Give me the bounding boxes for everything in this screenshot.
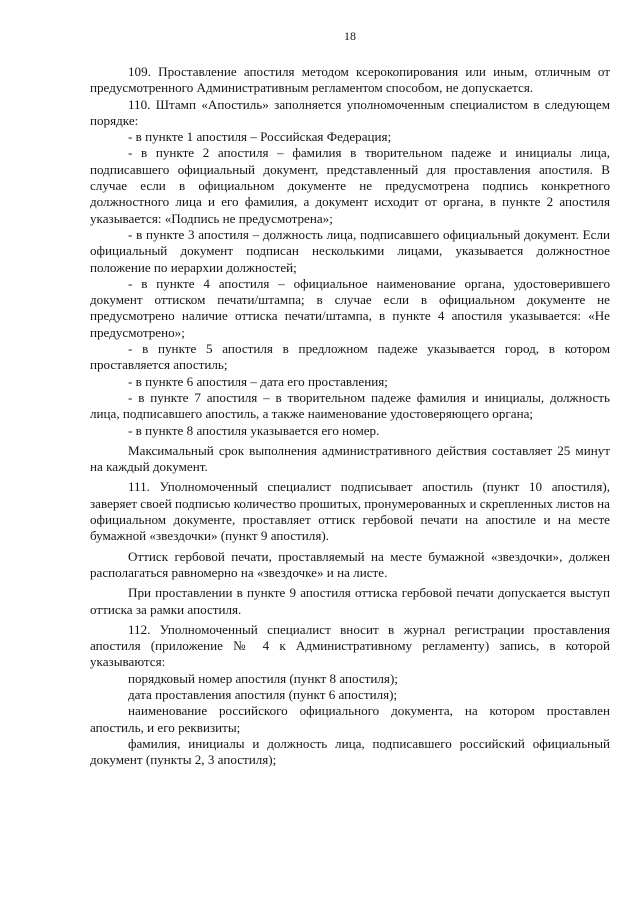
paragraph: 109. Проставление апостиля методом ксерокопирования или иным, отличным от предусмотренного Административным регламентом способом, не допускается. bbox=[90, 64, 610, 96]
paragraph: - в пункте 4 апостиля – официальное наименование органа, удостоверившего документ оттиском печати/штампа; в случае если в официальном документе не предусмотрено наличие оттиска печати/штампа, в пункте 4 апостиля указывается: «Не предусмотрено»; bbox=[90, 275, 610, 340]
paragraph: - в пункте 6 апостиля – дата его проставления; bbox=[128, 373, 388, 389]
paragraph: - в пункте 7 апостиля – в творительном падеже фамилия и инициалы, должность лица, подписавшего апостиль, а также наименование удостоверяющего органа; bbox=[90, 389, 610, 422]
paragraph: - в пункте 8 апостиля указывается его номер. bbox=[128, 422, 380, 438]
paragraph: - в пункте 5 апостиля в предложном падеже указывается город, в котором проставляется апостиль; bbox=[90, 341, 610, 373]
page-number: 18 bbox=[344, 29, 356, 43]
paragraph: дата проставления апостиля (пункт 6 апостиля); bbox=[128, 686, 398, 702]
paragraph: 112. Уполномоченный специалист вносит в журнал регистрации проставления апостиля (приложение № 4 к Административному регламенту) запись, в которой указываются: bbox=[90, 621, 610, 670]
paragraph: - в пункте 2 апостиля – фамилия в творительном падеже и инициалы лица, подписавшего официальный документ, представленный для проставления апостиля. В случае если в официальном документе не предусмотрена подпись конкретного должностного лица и его фамилия, а документ исходит от органа, в пункте 2 апостиля указывается: «Подпись не предусмотрена»; bbox=[90, 145, 610, 226]
paragraph: порядковый номер апостиля (пункт 8 апостиля); bbox=[128, 670, 398, 686]
paragraph: 110. Штамп «Апостиль» заполняется уполномоченным специалистом в следующем порядке: bbox=[90, 96, 610, 128]
paragraph: наименование российского официального документа, на котором проставлен апостиль, и его реквизиты; bbox=[90, 703, 610, 735]
paragraph: Максимальный срок выполнения административного действия составляет 25 минут на каждый документ. bbox=[90, 442, 610, 475]
paragraph: фамилия, инициалы и должность лица, подписавшего российский официальный документ (пункты 2, 3 апостиля); bbox=[90, 735, 610, 768]
paragraph: - в пункте 1 апостиля – Российская Федерация; bbox=[128, 129, 392, 145]
paragraph: 111. Уполномоченный специалист подписывает апостиль (пункт 10 апостиля), заверяет своей подписью количество прошитых, пронумерованных и скрепленных листов на официальном документе, проставляет оттиск гербовой печати на апостиле и на месте бумажной «звездочки» (пункт 9 апостиля). bbox=[90, 479, 610, 544]
paragraph: - в пункте 3 апостиля – должность лица, подписавшего официальный документ. Если официальный документ подписан несколькими лицами, указывается должностное положение по иерархии должностей; bbox=[90, 226, 610, 275]
paragraph: Оттиск гербовой печати, проставляемый на месте бумажной «звездочки», должен располагаться равномерно на «звездочке» и на листе. bbox=[90, 548, 610, 580]
document-body bbox=[90, 64, 610, 768]
paragraph: При проставлении в пункте 9 апостиля оттиска гербовой печати допускается выступ оттиска за рамки апостиля. bbox=[90, 585, 610, 617]
